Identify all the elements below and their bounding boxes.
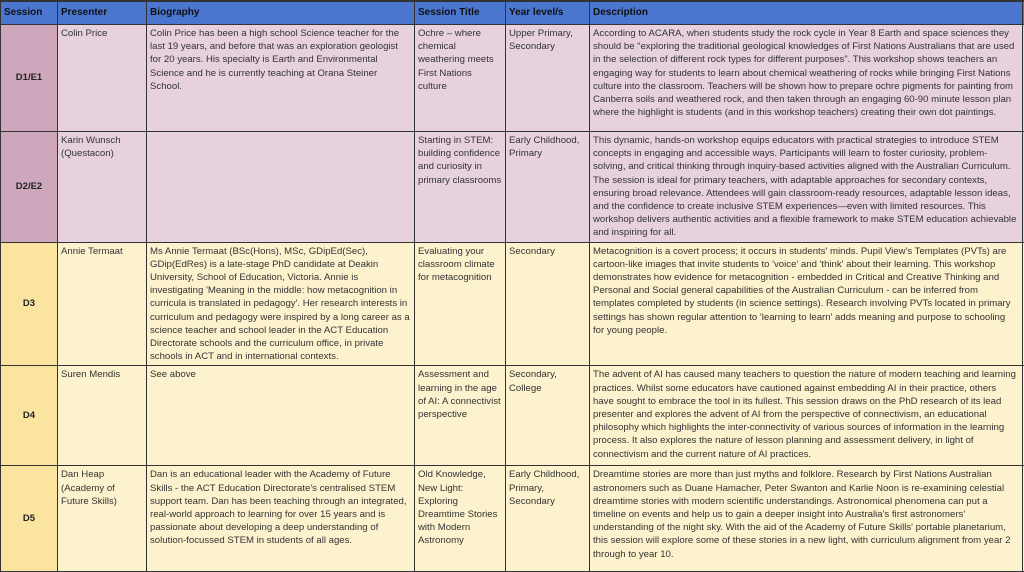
session-title-cell[interactable]: Assessment and learning in the age of AI: A connectivist perspective: [415, 366, 506, 466]
header-year-levels: Year level/s: [506, 1, 590, 25]
presenter-cell[interactable]: Annie Termaat: [58, 242, 147, 366]
year-levels-cell[interactable]: Upper Primary, Secondary: [506, 25, 590, 132]
header-session-title: Session Title: [415, 1, 506, 25]
presenter-cell[interactable]: Colin Price: [58, 25, 147, 132]
description-cell[interactable]: Metacognition is a covert process; it occurs in students' minds. Pupil View's Templates (PVTs) are cartoon-like images that invite students to 'voice' and 'think' about their learning. This workshop demonstrates how evidence for metacognition - embedded in Critical and Creative Thinking and Personal and Social general capabilities of the Australian Curriculum - can be inferred from templates completed by students (in science settings). Research involving PVTs located in primary settings has shown regular attention to 'learning to learn' adds meaning and purpose to schooling for young people.: [590, 242, 1023, 366]
table-row: [1, 25, 1024, 132]
header-row: [1, 1, 1024, 25]
description-cell[interactable]: This dynamic, hands-on workshop equips educators with practical strategies to introduce STEM concepts in engaging and accessible ways. Participants will learn to foster curiosity, problem-solving, and critical thinking through inquiry-based activities aligned with the Australian Curriculum. The session is ideal for primary teachers, with adaptable approaches for secondary contexts, ensuring broad relevance. Attendees will gain classroom-ready resources, adaptable lesson ideas, and the confidence to create inclusive STEM experiences—even with limited resources. This workshop delivers authentic activities and a flexible framework to make STEM education achievable and inspiring for all.: [590, 132, 1023, 243]
year-levels-cell[interactable]: Secondary: [506, 242, 590, 366]
session-cell[interactable]: D3: [1, 242, 58, 366]
table-row: [1, 466, 1024, 572]
session-cell[interactable]: D1/E1: [1, 25, 58, 132]
session-cell[interactable]: D4: [1, 366, 58, 466]
session-title-cell[interactable]: Ochre – where chemical weathering meets First Nations culture: [415, 25, 506, 132]
year-levels-cell[interactable]: Secondary, College: [506, 366, 590, 466]
session-title-cell[interactable]: Starting in STEM: building confidence and curiosity in primary classrooms: [415, 132, 506, 243]
biography-cell[interactable]: Dan is an educational leader with the Academy of Future Skills - the ACT Education Directorate's centralised STEM support team. Dan has been teaching through an integrated, real-world approach to learning for over 15 years and is passionate about developing a deep understanding of solution-focussed STEM in students of all ages.: [147, 466, 415, 572]
description-cell[interactable]: According to ACARA, when students study the rock cycle in Year 8 Earth and space sciences they should be “exploring the traditional geological knowledges of First Nations Australians that are used in the selection of different rock types for different purposes”. This workshop shows teachers an engaging way for students to learn about chemical weathering of rocks while bringing First Nations culture into the classroom. Teachers will be shown how to prepare ochre pigments for painting from Canberra soils and weathered rock, and then taken through an engaging 60-90 minute lesson plan where the highlight is students (and in this workshop teachers) creating their own dot paintings.: [590, 25, 1023, 132]
header-biography: Biography: [147, 1, 415, 25]
session-title-cell[interactable]: Evaluating your classroom climate for metacognition: [415, 242, 506, 366]
header-description: Description: [590, 1, 1023, 25]
session-title-cell[interactable]: Old Knowledge, New Light: Exploring Dreamtime Stories with Modern Astronomy: [415, 466, 506, 572]
session-cell[interactable]: D5: [1, 466, 58, 572]
presenter-cell[interactable]: Dan Heap (Academy of Future Skills): [58, 466, 147, 572]
biography-cell[interactable]: See above: [147, 366, 415, 466]
table-row: [1, 132, 1024, 243]
biography-cell[interactable]: Ms Annie Termaat (BSc(Hons), MSc, GDipEd(Sec), GDip(EdRes) is a late-stage PhD candidate at Deakin University, School of Education, Victoria. Annie is investigating 'Meaning in the middle: how metacognition in curricula is translated in pedagogy'. Her research interests in curriculum and pedagogy were inspired by a long career as a science teacher and school leader in the ACT Education Directorate schools and the curriculum office, in private schools in ACT and in international contexts.: [147, 242, 415, 366]
year-levels-cell[interactable]: Early Childhood, Primary, Secondary: [506, 466, 590, 572]
description-cell[interactable]: Dreamtime stories are more than just myths and folklore. Research by First Nations Australian astronomers such as Duane Hamacher, Peter Swanton and Karlie Noon is re-examining celestial dreamtime stories with modern scientific understandings. Astronomical phenomena can put a timeline on events and help us to gain a deeper insight into Australia's first astronomers' understanding of the night sky. With the aid of the Academy of Future Skills' portable planetarium, this session will explore some of these stories in a new light, with curriculum alignment from year 2 through to year 10.: [590, 466, 1023, 572]
presenter-cell[interactable]: Karin Wunsch (Questacon): [58, 132, 147, 243]
header-session: Session: [1, 1, 58, 25]
table-row: [1, 366, 1024, 466]
session-cell[interactable]: D2/E2: [1, 132, 58, 243]
year-levels-cell[interactable]: Early Childhood, Primary: [506, 132, 590, 243]
description-cell[interactable]: The advent of AI has caused many teachers to question the nature of modern teaching and learning practices. Whilst some educators have cautioned against embedding AI in their practice, others have sought to embrace the tool in its fullest. This session draws on the PhD research of its lead presenter and explores the advent of AI from the perspective of connectivism, an educational philosophy which highlights the inter-connectivity of various sources of information in the learning process. It also explores the nature of lesson planning and assessment delivery, in light of connectivism and the current nature of AI practices.: [590, 366, 1023, 466]
presenter-cell[interactable]: Suren Mendis: [58, 366, 147, 466]
header-presenter: Presenter: [58, 1, 147, 25]
biography-cell[interactable]: [147, 132, 415, 243]
table-row: [1, 242, 1024, 366]
biography-cell[interactable]: Colin Price has been a high school Science teacher for the last 19 years, and before that was an exploration geologist for 20 years. His specialty is Earth and Environmental Science and he is currently teaching at Orana Steiner School.: [147, 25, 415, 132]
